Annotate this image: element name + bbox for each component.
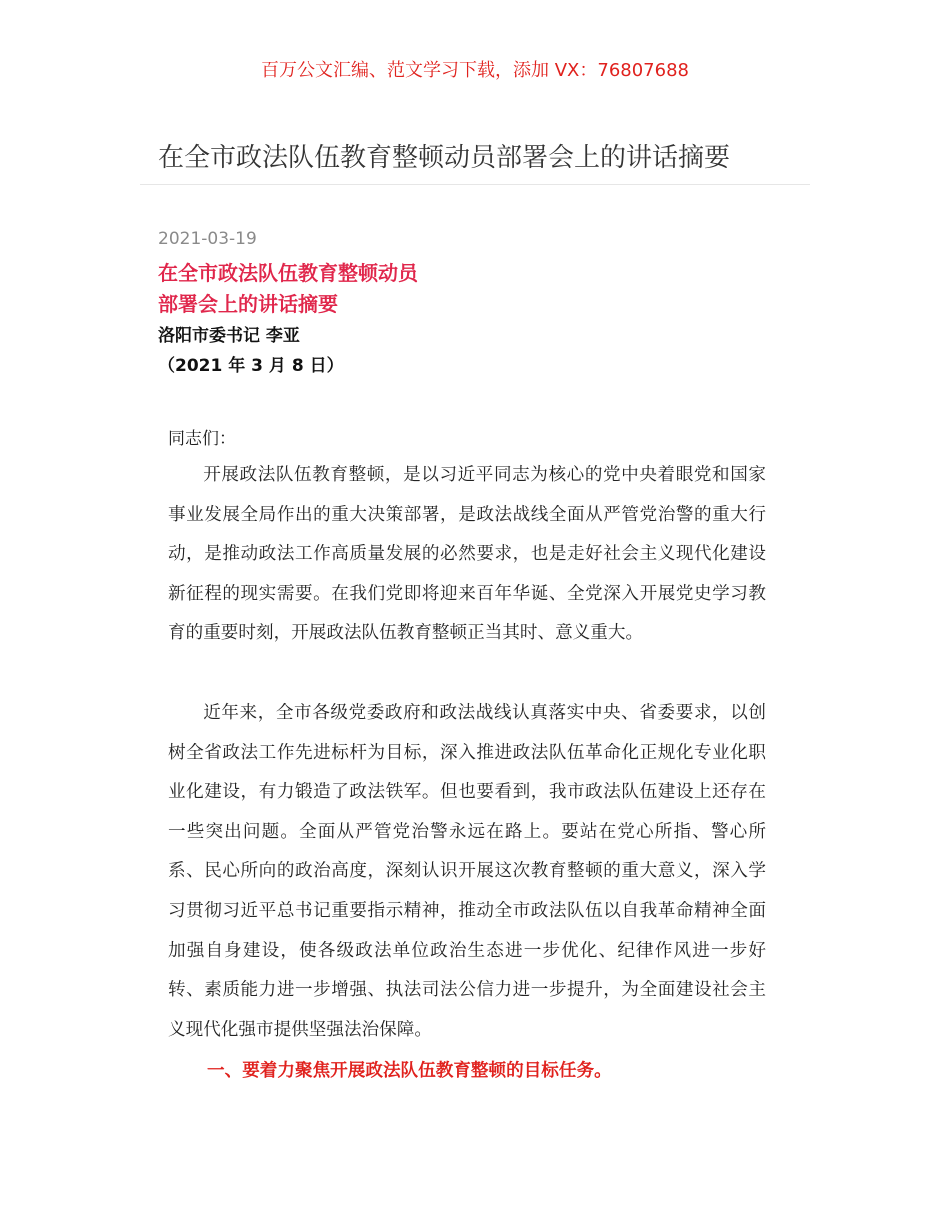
paragraph-1: 开展政法队伍教育整顿，是以习近平同志为核心的党中央着眼党和国家事业发展全局作出的重大决策部署，是政法战线全面从严管党治警的重大行动，是推动政法工作高质量发展的必然要求，也是走好社会主义现代化建设新征程的现实需要。在我们党即将迎来百年华诞、全党深入开展党史学习教育的重要时刻，开展政法队伍教育整顿正当其时、意义重大。 bbox=[168, 465, 766, 644]
promo-banner: 百万公文汇编、范文学习下载，添加 VX：76807688 bbox=[261, 60, 689, 81]
speaker-byline: 洛阳市委书记 李亚 bbox=[158, 326, 300, 346]
section-heading: 一、要着力聚焦开展政法队伍教育整顿的目标任务。 bbox=[207, 1061, 612, 1081]
speech-date: （2021 年 3 月 8 日） bbox=[158, 356, 344, 376]
greeting: 同志们： bbox=[168, 429, 236, 449]
paragraph-2: 近年来，全市各级党委政府和政法战线认真落实中央、省委要求，以创树全省政法工作先进标杆为目标，深入推进政法队伍革命化正规化专业化职业化建设，有力锻造了政法铁军。但也要看到，我市政法队伍建设上还存在一些突出问题。全面从严管党治警永远在路上。要站在党心所指、警心所系、民心所向的政治高度，深刻认识开展这次教育整顿的重大意义，深入学习贯彻习近平总书记重要指示精神，推动全市政法队伍以自我革命精神全面加强自身建设，使各级政法单位政治生态进一步优化、纪律作风进一步好转、素质能力进一步增强、执法司法公信力进一步提升，为全面建设社会主义现代化强市提供坚强法治保障。 bbox=[168, 703, 766, 1040]
page-title: 在全市政法队伍教育整顿动员部署会上的讲话摘要 bbox=[158, 143, 731, 173]
publish-date: 2021-03-19 bbox=[158, 229, 257, 249]
title-divider bbox=[140, 184, 810, 185]
speech-title-line-1: 在全市政法队伍教育整顿动员 bbox=[158, 261, 418, 285]
speech-title-line-2: 部署会上的讲话摘要 bbox=[158, 292, 338, 316]
